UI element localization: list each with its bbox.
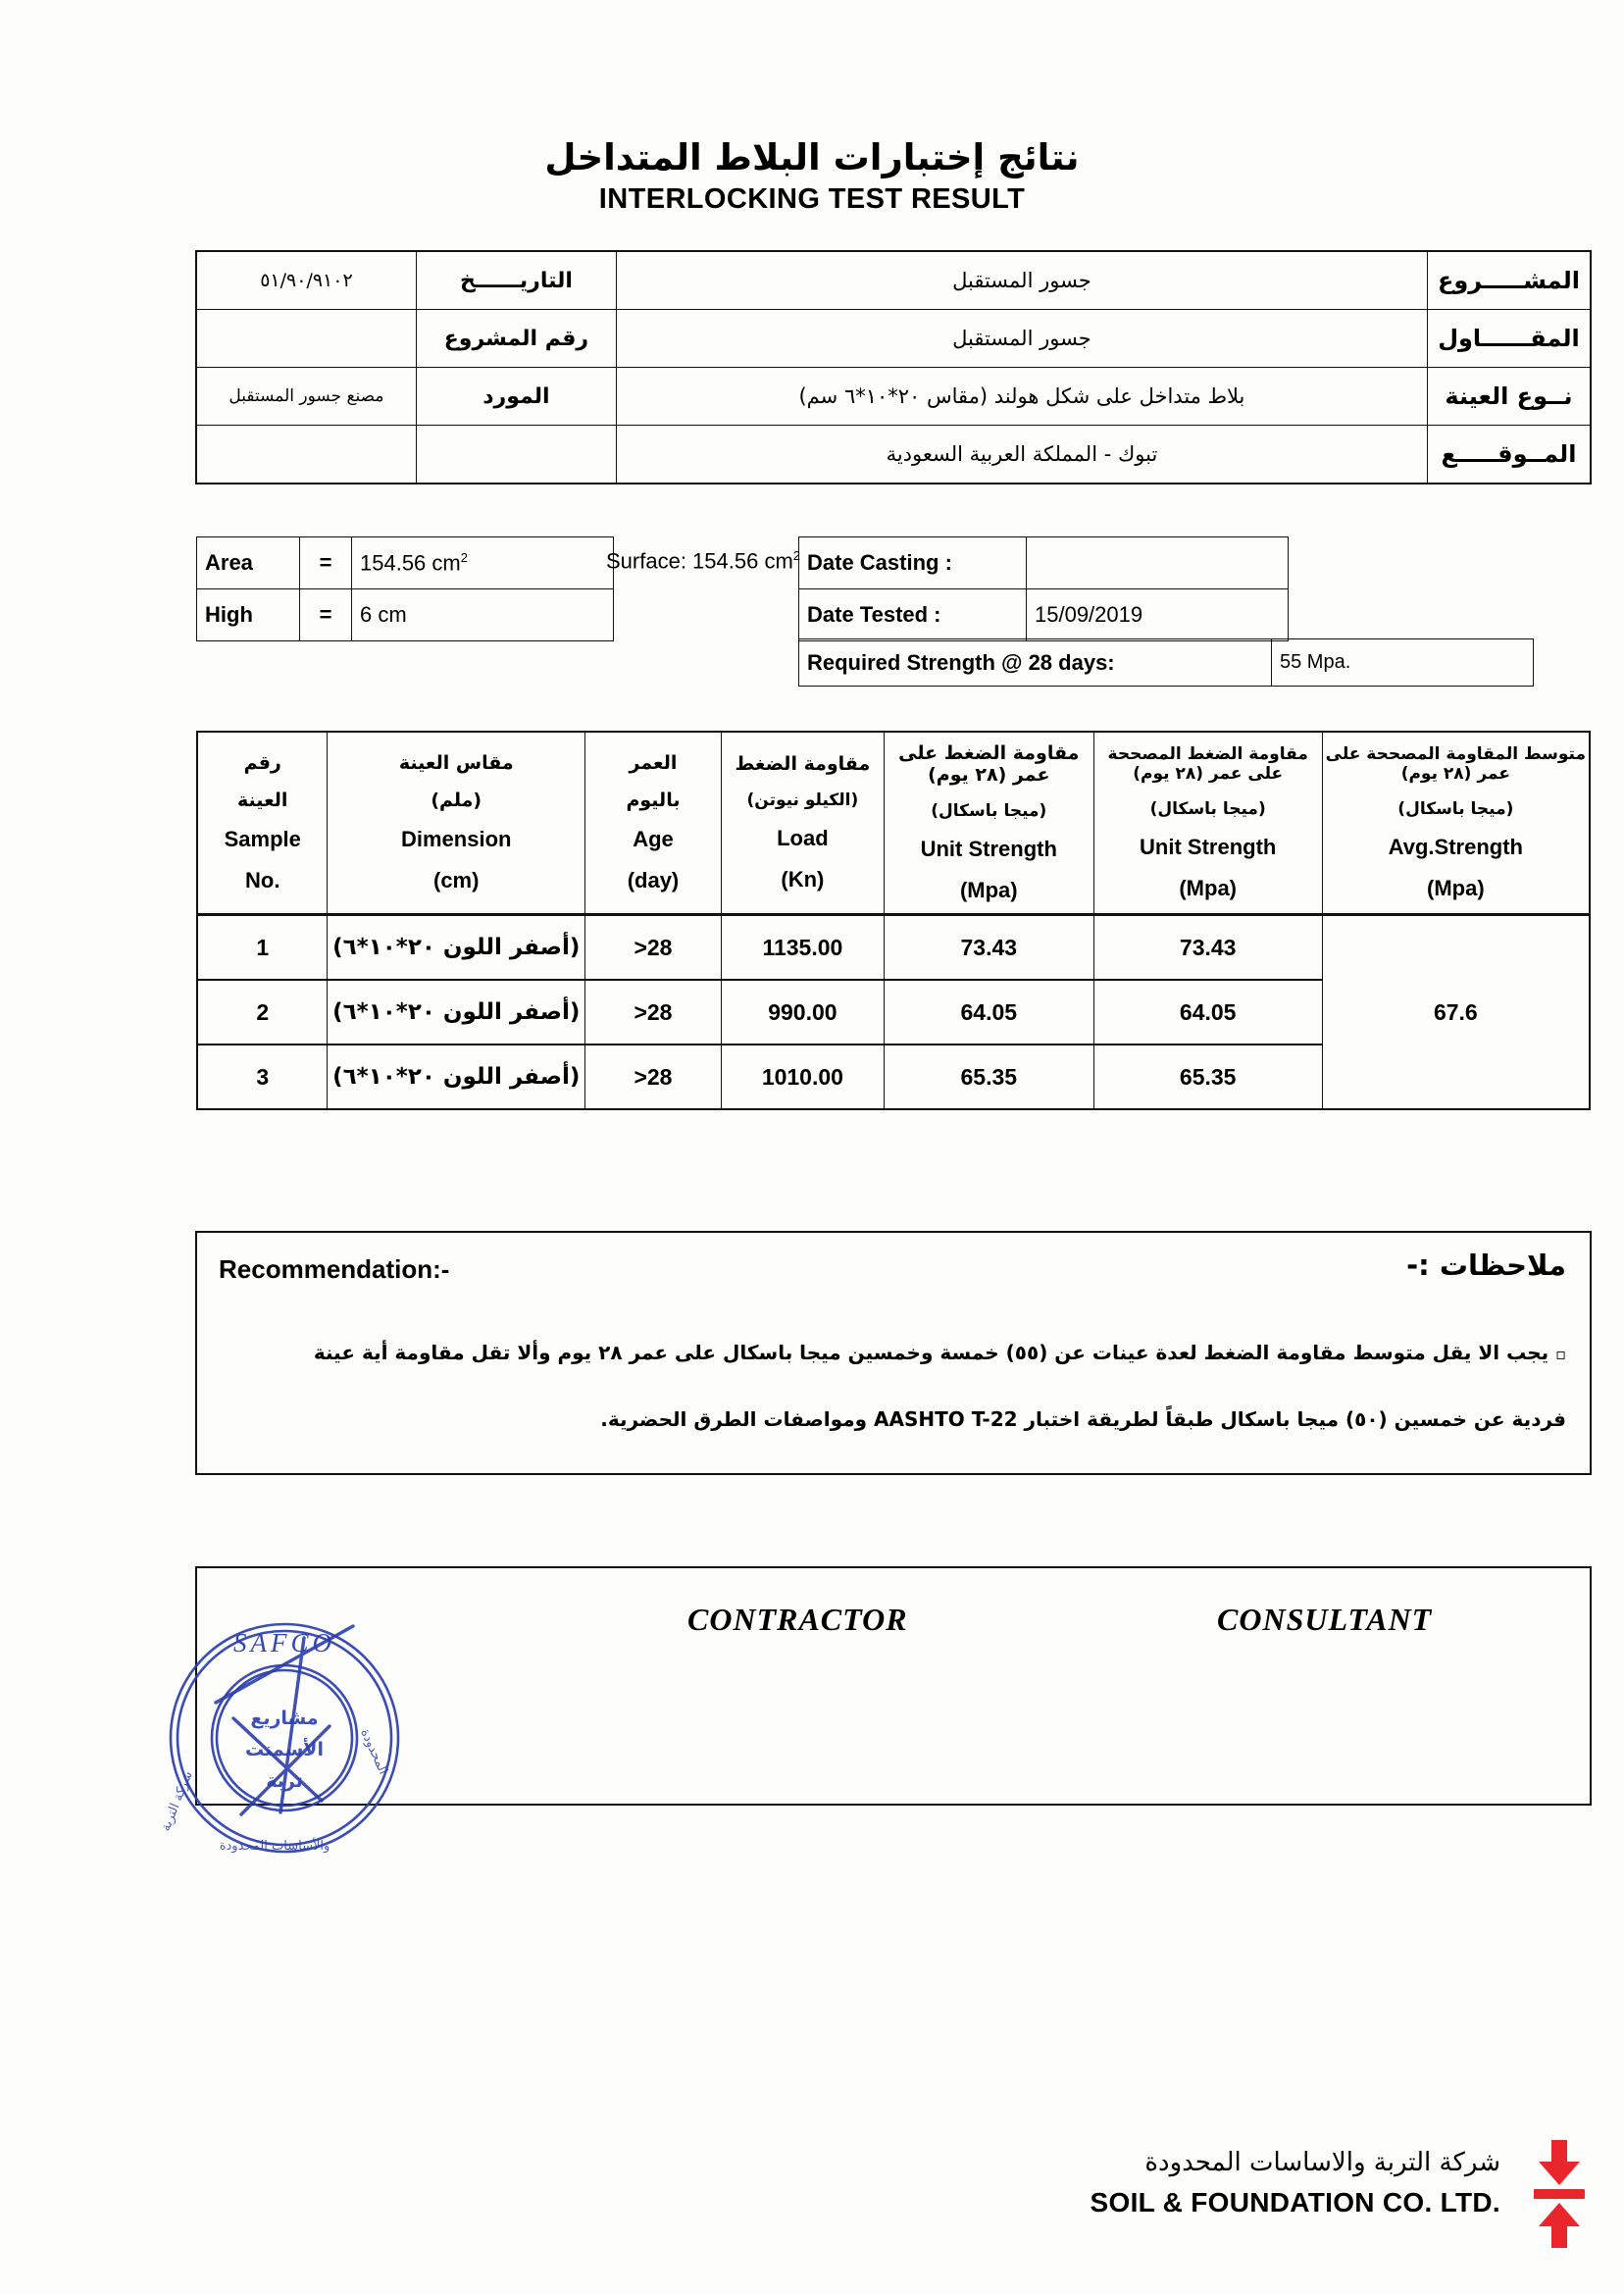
cell-age-1: >28	[585, 915, 722, 981]
contractor-signature-label: CONTRACTOR	[687, 1602, 908, 1637]
required-strength-table	[798, 638, 1534, 687]
svg-text:المحدودة: المحدودة	[357, 1726, 391, 1777]
area-table	[196, 536, 614, 641]
area-label: Area	[197, 537, 300, 589]
footer-company-english: SOIL & FOUNDATION CO. LTD.	[1090, 2187, 1500, 2218]
info-date-value: ٢٠١٩/٠٩/١٥	[197, 252, 417, 310]
high-value: 6 cm	[352, 589, 614, 641]
col-unit-strength-ar1: مقاومة الضغط على عمر (٢٨ يوم)	[898, 742, 1080, 786]
col-corrected-en1: Unit Strength	[1140, 835, 1277, 859]
col-age-en1: Age	[633, 827, 674, 851]
table-row	[197, 426, 1591, 484]
col-sample-ar2: العينة	[237, 790, 288, 811]
info-contractor-label: المقــــــاول	[1427, 310, 1590, 368]
col-unit-strength-ar2: (ميجا باسكال)	[931, 801, 1047, 821]
test-results-table	[196, 731, 1591, 1110]
cell-age-2: >28	[585, 980, 722, 1045]
column-header-avg-strength	[1322, 732, 1590, 915]
document-title	[0, 137, 1624, 216]
col-avg-en2: (Mpa)	[1427, 876, 1485, 900]
date-casting-value	[1027, 537, 1289, 589]
required-strength-label: Required Strength @ 28 days:	[799, 639, 1272, 687]
date-casting-label: Date Casting :	[799, 537, 1027, 589]
column-header-load	[721, 732, 884, 915]
col-sample-en1: Sample	[224, 827, 301, 851]
col-avg-ar1: متوسط المقاومة المصححة على عمر (٢٨ يوم)	[1325, 744, 1586, 784]
cell-load-2: 990.00	[721, 980, 884, 1045]
cell-average-strength: 67.6	[1322, 915, 1590, 1110]
column-header-age	[585, 732, 722, 915]
bullet-icon: ▫	[1555, 1345, 1566, 1363]
col-unit-strength-en1: Unit Strength	[920, 837, 1057, 861]
col-avg-ar2: (ميجا باسكال)	[1397, 799, 1514, 819]
svg-text:مشاريع: مشاريع	[250, 1708, 319, 1729]
cell-dimension-2: (أصفر اللون ٢٠*١٠*٦)	[328, 980, 585, 1045]
column-header-sample	[197, 732, 328, 915]
document-footer	[1020, 2148, 1608, 2266]
table-row	[197, 589, 614, 641]
footer-company-arabic: شركة التربة والاساسات المحدودة	[1144, 2148, 1500, 2177]
surface-label-text: Surface: 154.56 cm	[606, 548, 793, 574]
info-sample-type-value: بلاط متداخل على شكل هولند (مقاس ٢٠*١٠*٦ سم)	[616, 368, 1427, 426]
recommendation-label-english: Recommendation:-	[219, 1254, 450, 1284]
info-project-label: المشـــــروع	[1427, 252, 1590, 310]
cell-load-3: 1010.00	[721, 1045, 884, 1109]
col-corrected-en2: (Mpa)	[1179, 876, 1238, 900]
area-equals: =	[300, 537, 352, 589]
column-header-corrected-unit-strength	[1093, 732, 1322, 915]
col-load-ar2: (الكيلو نيوتن)	[746, 790, 859, 810]
info-project-no-label: رقم المشروع	[416, 310, 616, 368]
col-sample-en2: No.	[245, 868, 280, 892]
recommendation-line-2: فردية عن خمسين (٥٠) ميجا باسكال طبقاً لطريقة اختبار AASHTO T-22 ومواصفات الطرق الحضرية.	[600, 1407, 1566, 1431]
high-equals: =	[300, 589, 352, 641]
cell-unit-strength-1: 73.43	[884, 915, 1093, 981]
info-contractor-value: جسور المستقبل	[616, 310, 1427, 368]
high-label: High	[197, 589, 300, 641]
cell-age-3: >28	[585, 1045, 722, 1109]
title-arabic: نتائج إختبارات البلاط المتداخل	[544, 136, 1080, 178]
recommendation-label-arabic: ملاحظات :-	[1406, 1249, 1566, 1282]
company-logo-arrows-icon	[1520, 2140, 1599, 2248]
col-load-en1: Load	[777, 826, 829, 850]
cell-dimension-1: (أصفر اللون ٢٠*١٠*٦)	[328, 915, 585, 981]
info-project-value: جسور المستقبل	[616, 252, 1427, 310]
info-project-no-value	[197, 310, 417, 368]
table-row	[197, 252, 1591, 310]
info-location-label: المــوقـــــع	[1427, 426, 1590, 484]
recommendation-line-1	[236, 1341, 1566, 1364]
area-value-text: 154.56 cm	[360, 550, 461, 576]
table-row	[799, 639, 1534, 687]
project-info-table	[196, 251, 1591, 484]
stamp-text: SAFCO	[233, 1628, 335, 1657]
info-blank-label2	[416, 426, 616, 484]
table-row	[799, 537, 1289, 589]
table-row	[799, 589, 1289, 641]
cell-unit-strength-3: 65.35	[884, 1045, 1093, 1109]
cell-corrected-strength-2: 64.05	[1093, 980, 1322, 1045]
table-row	[197, 915, 1590, 981]
info-location-value: تبوك - المملكة العربية السعودية	[616, 426, 1427, 484]
cell-corrected-strength-1: 73.43	[1093, 915, 1322, 981]
svg-text:والأساسات المحدودة: والأساسات المحدودة	[219, 1839, 330, 1854]
svg-text:تربة: تربة	[266, 1770, 303, 1792]
signature-box	[196, 1567, 1591, 1805]
date-table	[798, 536, 1289, 641]
table-row	[197, 310, 1591, 368]
col-dimension-ar2: (ملم)	[431, 790, 482, 811]
col-avg-en1: Avg.Strength	[1388, 835, 1523, 859]
col-age-ar2: باليوم	[626, 790, 681, 811]
cell-load-1: 1135.00	[721, 915, 884, 981]
info-sample-type-label: نــوع العينة	[1427, 368, 1590, 426]
column-header-unit-strength	[884, 732, 1093, 915]
cell-sample-3: 3	[197, 1045, 328, 1109]
info-supplier-value: مصنع جسور المستقبل	[197, 368, 417, 426]
info-supplier-label: المورد	[416, 368, 616, 426]
area-unit-superscript: 2	[460, 549, 468, 565]
col-dimension-en2: (cm)	[433, 868, 480, 892]
col-load-ar1: مقاومة الضغط	[735, 753, 871, 775]
cell-corrected-strength-3: 65.35	[1093, 1045, 1322, 1109]
info-date-label: التاريــــــخ	[416, 252, 616, 310]
col-corrected-ar1: مقاومة الضغط المصححة على عمر (٢٨ يوم)	[1107, 744, 1308, 784]
cell-dimension-3: (أصفر اللون ٢٠*١٠*٦)	[328, 1045, 585, 1109]
col-unit-strength-en2: (Mpa)	[959, 878, 1018, 902]
cell-unit-strength-2: 64.05	[884, 980, 1093, 1045]
recommendation-line-1-text: يجب الا يقل متوسط مقاومة الضغط لعدة عينات عن (٥٥) خمسة وخمسين ميجا باسكال على عمر ٢٨ يوم وألا تقل مقاومة أية عينة	[313, 1341, 1549, 1364]
specimen-properties-block	[196, 536, 1599, 713]
recommendation-box	[196, 1232, 1591, 1474]
title-english: INTERLOCKING TEST RESULT	[598, 182, 1026, 215]
table-row	[197, 368, 1591, 426]
col-dimension-ar1: مقاس العينة	[398, 752, 514, 774]
info-blank-value2	[197, 426, 417, 484]
area-value	[352, 537, 614, 589]
col-corrected-ar2: (ميجا باسكال)	[1149, 799, 1266, 819]
col-load-en2: (Kn)	[781, 867, 825, 892]
table-header-row	[197, 732, 1590, 915]
consultant-signature-label: CONSULTANT	[1217, 1602, 1433, 1637]
surface-label	[606, 548, 800, 574]
surface-unit-superscript: 2	[792, 548, 801, 563]
column-header-dimension	[328, 732, 585, 915]
col-age-ar1: العمر	[629, 752, 678, 774]
table-row	[197, 537, 614, 589]
col-dimension-en1: Dimension	[401, 827, 512, 851]
col-sample-ar1: رقم	[243, 752, 281, 774]
date-tested-label: Date Tested :	[799, 589, 1027, 641]
required-strength-value: 55 Mpa.	[1272, 639, 1534, 687]
date-tested-value: 15/09/2019	[1027, 589, 1289, 641]
cell-sample-2: 2	[197, 980, 328, 1045]
col-age-en2: (day)	[627, 868, 680, 892]
svg-text:الأسمنت: الأسمنت	[245, 1739, 324, 1760]
cell-sample-1: 1	[197, 915, 328, 981]
svg-text:شركة التربة: شركة التربة	[158, 1768, 196, 1834]
